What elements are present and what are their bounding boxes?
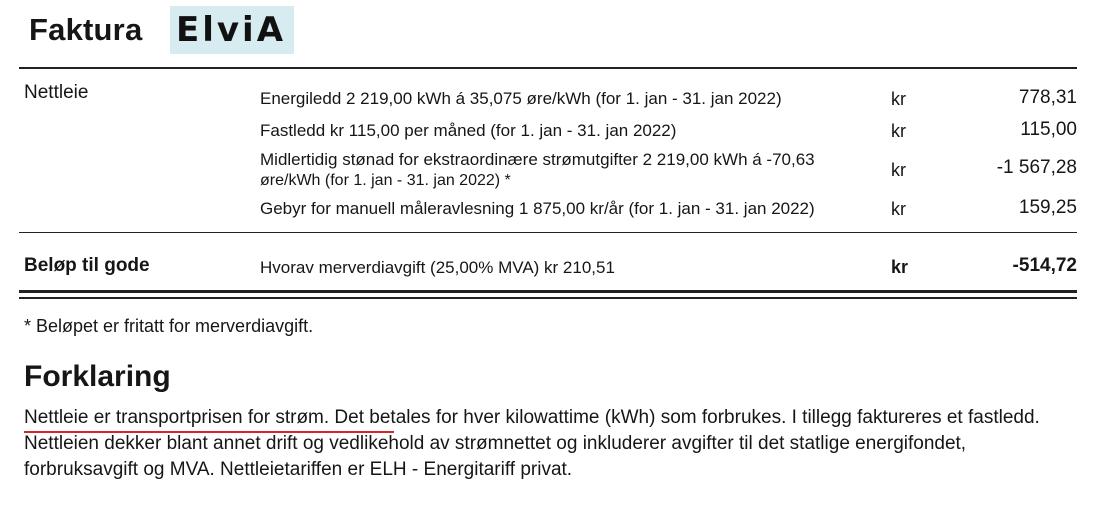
vat-footnote: * Beløpet er fritatt for merverdiavgift.: [24, 316, 314, 336]
total-label: Beløp til gode: [24, 255, 150, 276]
line-description: Fastledd kr 115,00 per måned (for 1. jan - 31. jan 2022): [260, 121, 677, 140]
total-divider-bottom: [19, 297, 1077, 299]
line-amount: 115,00: [1020, 119, 1077, 140]
line-description-continued: øre/kWh (for 1. jan - 31. jan 2022) *: [260, 172, 511, 189]
explanation-underlined-text: Nettleie er transportprisen for strøm: [24, 407, 324, 428]
section-divider: [19, 232, 1077, 233]
red-underline: [24, 431, 394, 433]
line-currency: kr: [891, 121, 906, 141]
line-description: Midlertidig stønad for ekstraordinære strømutgifter 2 219,00 kWh á -70,63: [260, 150, 815, 169]
explanation-heading: Forklaring: [24, 360, 171, 393]
line-amount: -1 567,28: [996, 157, 1077, 178]
top-divider: [19, 67, 1077, 69]
line-currency: kr: [891, 160, 906, 180]
total-currency: kr: [891, 257, 909, 277]
line-currency: kr: [891, 199, 906, 219]
total-amount: -514,72: [1012, 255, 1077, 276]
line-description: Gebyr for manuell måleravlesning 1 875,00 kr/år (for 1. jan - 31. jan 2022): [260, 199, 815, 218]
explanation-text: . Det betales for hver kilowattime (kWh) som forbrukes. I tillegg faktureres et fastledd. Nettleien dekker blant annet drift og vedlikehold av strømnettet og inkluderer avgifter til det statlige energifondet, forbruksavgift og MVA. Nettleietariffen er ELH - Energitariff privat.: [24, 407, 1040, 480]
invoice-title: Faktura: [29, 12, 143, 47]
line-amount: 778,31: [1018, 87, 1077, 108]
line-currency: kr: [891, 89, 906, 109]
explanation-paragraph: [24, 405, 1074, 483]
elvia-logo: [170, 6, 294, 54]
logo-text: ElviA: [176, 10, 287, 50]
total-divider-top: [19, 290, 1077, 293]
line-amount: 159,25: [1018, 197, 1077, 218]
line-description: Energiledd 2 219,00 kWh á 35,075 øre/kWh (for 1. jan - 31. jan 2022): [260, 89, 782, 108]
section-label-nettleie: Nettleie: [24, 82, 89, 103]
vat-text: Hvorav merverdiavgift (25,00% MVA) kr 210,51: [260, 258, 615, 277]
